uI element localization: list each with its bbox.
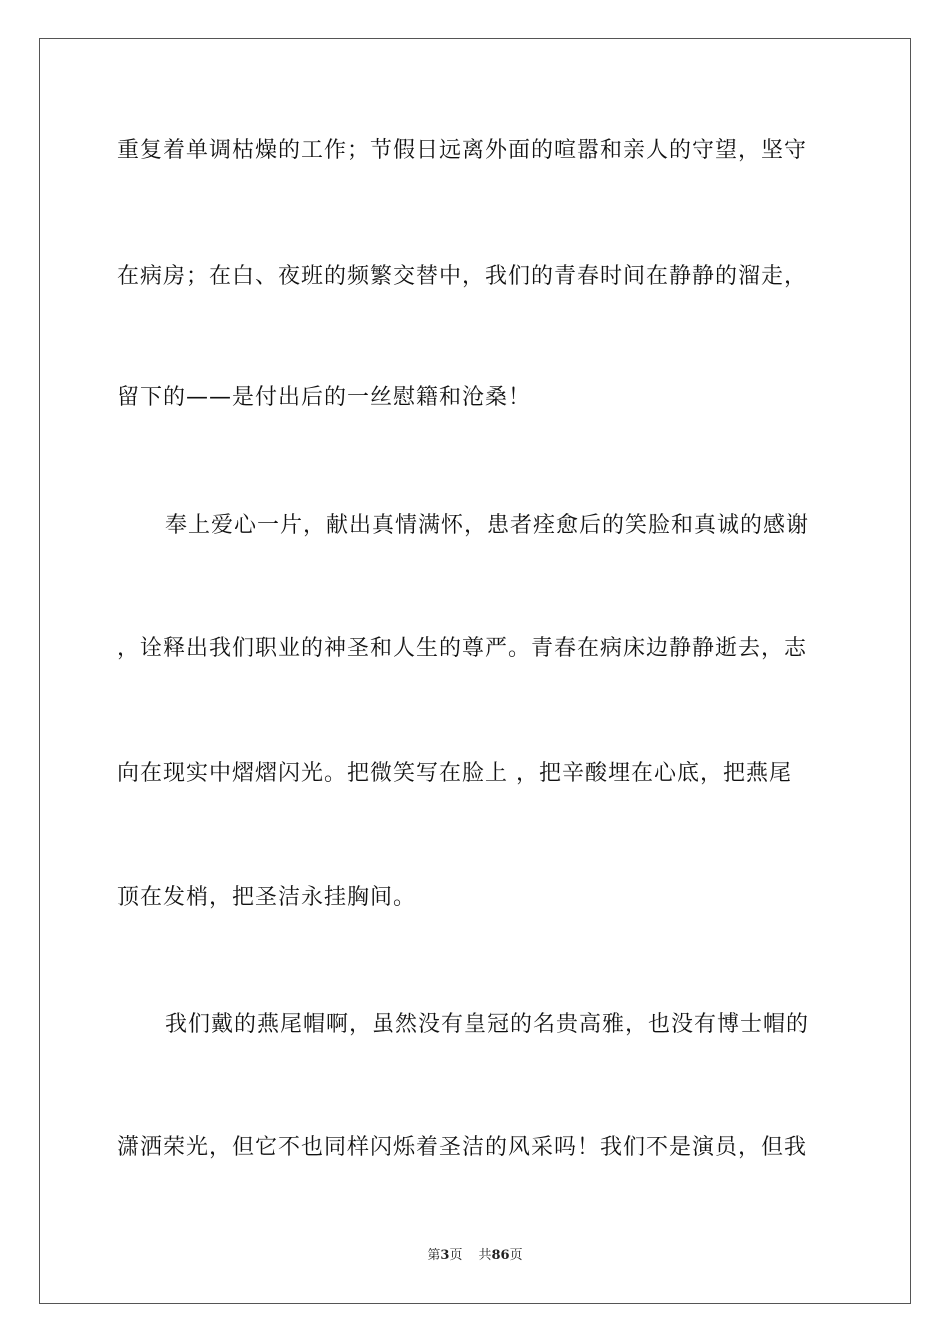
page-frame xyxy=(39,38,911,1304)
paragraph-start-line: 奉上爱心一片，献出真情满怀，患者痊愈后的笑脸和真诚的感谢 xyxy=(165,513,810,538)
text-line-5: ，诠释出我们职业的神圣和人生的尊严。青春在病床边静静逝去，志 xyxy=(117,636,808,661)
total-pages: 86 xyxy=(491,1248,510,1263)
text-line-9: 潇洒荣光，但它不也同样闪烁着圣洁的风采吗！我们不是演员，但我 xyxy=(117,1135,808,1160)
text-line-3: 留下的——是付出后的一丝慰籍和沧桑！ xyxy=(117,385,532,410)
text-line-6: 向在现实中熠熠闪光。把微笑写在脸上 ，把辛酸埋在心底，把燕尾 xyxy=(117,761,792,786)
total-prefix: 共 xyxy=(478,1248,492,1263)
paragraph-start-line: 我们戴的燕尾帽啊，虽然没有皇冠的名贵高雅，也没有博士帽的 xyxy=(165,1012,810,1037)
page-prefix: 第 xyxy=(427,1248,441,1263)
total-suffix: 页 xyxy=(509,1248,523,1263)
page-number: 3 xyxy=(440,1248,450,1263)
text-line-7: 顶在发梢，把圣洁永挂胸间。 xyxy=(117,885,417,910)
page-suffix: 页 xyxy=(449,1248,463,1263)
page-footer xyxy=(0,1247,950,1265)
text-line-1: 重复着单调枯燥的工作；节假日远离外面的喧嚣和亲人的守望，坚守 xyxy=(117,138,808,163)
text-line-2: 在病房；在白、夜班的频繁交替中，我们的青春时间在静静的溜走， xyxy=(117,264,808,289)
